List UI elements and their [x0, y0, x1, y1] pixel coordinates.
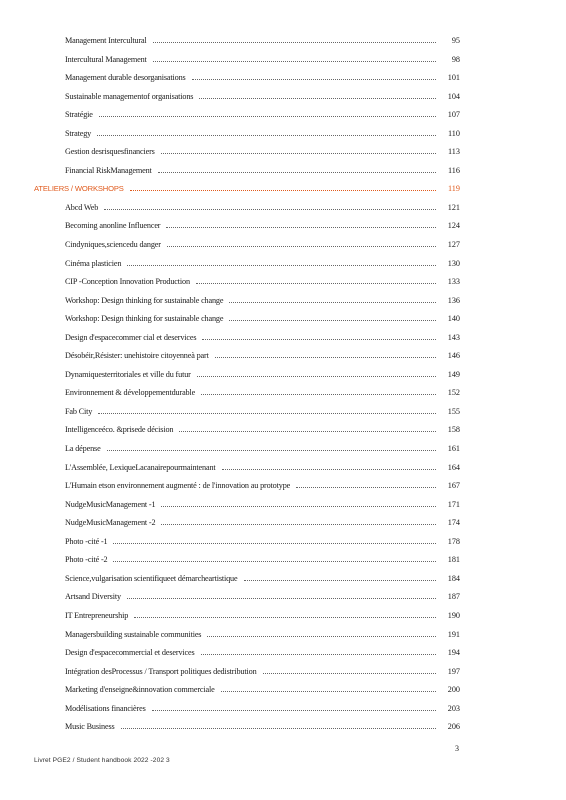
- toc-leader-line: [99, 116, 436, 117]
- toc-entry-label: CIP -Conception Innovation Production: [65, 277, 190, 287]
- toc-entry-label: Abcd Web: [65, 202, 99, 212]
- toc-leader-line: [167, 246, 436, 247]
- toc-leader-line: [161, 153, 436, 154]
- toc-entry-label: Workshop: Design thinking for sustainable change: [65, 295, 224, 305]
- toc-leader-line: [104, 209, 436, 210]
- toc-entry: [0, 570, 566, 589]
- toc-leader-line: [199, 98, 436, 99]
- toc-entry-label: Cindyniques,sciencedu danger: [65, 240, 161, 250]
- toc-leader-line: [158, 172, 436, 173]
- toc-entry-label: Managersbuilding sustainable communities: [65, 629, 202, 639]
- toc-entry-label: Dynamiquesterritoriales et ville du futur: [65, 369, 191, 379]
- toc-entry-label: ATELIERS / WORKSHOPS: [34, 184, 124, 194]
- toc-entry-label: Workshop: Design thinking for sustainable change: [65, 314, 224, 324]
- toc-entry-page: 174: [447, 518, 460, 528]
- toc-entry-page: 152: [447, 388, 460, 398]
- toc-entry-page: 158: [447, 425, 460, 435]
- toc-entry: [0, 88, 566, 107]
- toc-entry-label: NudgeMusicManagement -2: [65, 518, 156, 528]
- toc-entry: [0, 681, 566, 700]
- toc-entry: [0, 69, 566, 88]
- toc-leader-line: [196, 283, 436, 284]
- toc-leader-line: [166, 227, 436, 228]
- page-number: 3: [455, 744, 459, 753]
- toc-leader-line: [113, 543, 436, 544]
- toc-entry-label: Becoming anonline Influencer: [65, 221, 161, 231]
- toc-entry: [0, 236, 566, 255]
- toc-entry-label: Marketing d'enseigne&innovation commerciale: [65, 685, 215, 695]
- toc-leader-line: [201, 654, 436, 655]
- toc-entry-page: 149: [447, 369, 460, 379]
- toc-entry-page: 104: [447, 91, 460, 101]
- toc-leader-line: [121, 728, 436, 729]
- toc-leader-line: [201, 394, 436, 395]
- toc-entry-label: Strategy: [65, 128, 92, 138]
- table-of-contents: [0, 32, 566, 737]
- toc-entry-page: 171: [447, 499, 460, 509]
- toc-entry-page: 184: [447, 573, 460, 583]
- toc-entry: [0, 106, 566, 125]
- toc-entry-page: 107: [447, 110, 460, 120]
- toc-entry-page: 197: [447, 666, 460, 676]
- toc-entry-page: 200: [447, 685, 460, 695]
- toc-leader-line: [202, 339, 436, 340]
- toc-entry: [0, 143, 566, 162]
- toc-leader-line: [152, 710, 436, 711]
- toc-entry-page: 119: [448, 184, 460, 194]
- toc-entry: [0, 588, 566, 607]
- toc-entry-page: 140: [447, 314, 460, 324]
- toc-entry: [0, 477, 566, 496]
- toc-entry-page: 146: [447, 351, 460, 361]
- footer-text: Livret PGE2 / Student handbook 2022 -202 3: [34, 757, 170, 764]
- toc-entry-label: IT Entrepreneurship: [65, 610, 129, 620]
- toc-entry: [0, 347, 566, 366]
- toc-leader-line: [98, 413, 436, 414]
- toc-leader-line: [153, 42, 436, 43]
- toc-entry-page: 110: [448, 128, 460, 138]
- toc-leader-line: [161, 524, 436, 525]
- toc-leader-line: [134, 617, 436, 618]
- toc-entry: [0, 255, 566, 274]
- toc-entry: [0, 440, 566, 459]
- toc-entry: [0, 329, 566, 348]
- toc-entry-label: Stratégie: [65, 110, 93, 120]
- toc-section-heading: [0, 180, 566, 199]
- toc-entry: [0, 199, 566, 218]
- toc-entry-label: Cinéma plasticien: [65, 258, 122, 268]
- toc-entry: [0, 644, 566, 663]
- toc-entry-label: Environnement & développementdurable: [65, 388, 196, 398]
- toc-entry: [0, 292, 566, 311]
- toc-entry-page: 178: [447, 536, 460, 546]
- toc-leader-line: [161, 506, 436, 507]
- toc-entry-page: 133: [447, 277, 460, 287]
- toc-entry-label: Désobéir,Résister: unehistoire citoyenneà part: [65, 351, 209, 361]
- toc-entry-label: NudgeMusicManagement -1: [65, 499, 156, 509]
- toc-leader-line: [215, 357, 436, 358]
- toc-leader-line: [296, 487, 436, 488]
- toc-leader-line: [192, 79, 436, 80]
- toc-entry-label: Music Business: [65, 722, 115, 732]
- toc-entry-label: Gestion desrisquesfinanciers: [65, 147, 155, 157]
- toc-entry: [0, 32, 566, 51]
- toc-entry-label: Intelligenceéco. &prisede décision: [65, 425, 174, 435]
- toc-entry-label: Science,vulgarisation scientifiqueet démarcheartistique: [65, 573, 238, 583]
- toc-entry-page: 187: [447, 592, 460, 602]
- toc-entry-label: Financial RiskManagement: [65, 165, 152, 175]
- toc-entry-page: 98: [451, 54, 460, 64]
- toc-entry-page: 161: [447, 444, 460, 454]
- toc-entry-label: Modélisations financières: [65, 703, 146, 713]
- toc-entry: [0, 551, 566, 570]
- toc-leader-line: [244, 580, 436, 581]
- toc-entry: [0, 273, 566, 292]
- toc-entry-page: 130: [447, 258, 460, 268]
- toc-entry: [0, 403, 566, 422]
- toc-entry-label: Photo -cité -2: [65, 555, 108, 565]
- toc-entry-label: Design d'espacecommercial et deservices: [65, 648, 195, 658]
- toc-leader-line: [229, 320, 436, 321]
- toc-leader-line: [229, 302, 436, 303]
- toc-entry-page: 127: [447, 240, 460, 250]
- toc-entry-label: La dépense: [65, 444, 101, 454]
- toc-entry-label: Artsand Diversity: [65, 592, 121, 602]
- toc-entry-label: Photo -cité -1: [65, 536, 108, 546]
- toc-entry-label: Design d'espacecommer cial et deservices: [65, 332, 197, 342]
- toc-leader-line: [179, 431, 436, 432]
- toc-entry-page: 164: [447, 462, 460, 472]
- toc-entry: [0, 718, 566, 737]
- toc-entry: [0, 162, 566, 181]
- toc-entry: [0, 421, 566, 440]
- toc-entry: [0, 514, 566, 533]
- toc-entry-page: 116: [448, 165, 460, 175]
- toc-leader-line: [207, 636, 436, 637]
- toc-entry: [0, 51, 566, 70]
- toc-entry: [0, 533, 566, 552]
- toc-leader-line: [130, 190, 436, 191]
- toc-entry-label: Fab City: [65, 406, 93, 416]
- toc-entry-label: Management Intercultural: [65, 36, 147, 45]
- toc-leader-line: [221, 691, 436, 692]
- toc-entry: [0, 366, 566, 385]
- toc-entry-page: 95: [451, 36, 460, 45]
- toc-entry: [0, 496, 566, 515]
- toc-entry-page: 155: [447, 406, 460, 416]
- toc-entry: [0, 125, 566, 144]
- toc-leader-line: [222, 469, 436, 470]
- toc-leader-line: [127, 265, 436, 266]
- toc-entry: [0, 607, 566, 626]
- toc-leader-line: [113, 561, 436, 562]
- toc-entry-label: L'Assemblée, LexiqueLacanairepourmaintenant: [65, 462, 216, 472]
- toc-leader-line: [153, 61, 436, 62]
- toc-leader-line: [127, 598, 436, 599]
- toc-entry: [0, 663, 566, 682]
- toc-entry-page: 190: [447, 610, 460, 620]
- toc-entry-page: 124: [447, 221, 460, 231]
- toc-entry-page: 167: [447, 481, 460, 491]
- toc-entry-label: Sustainable managementof organisations: [65, 91, 194, 101]
- toc-entry-page: 136: [447, 295, 460, 305]
- toc-entry: [0, 310, 566, 329]
- toc-entry-label: L'Humain etson environnement augmenté : de l'innovation au prototype: [65, 481, 291, 491]
- toc-leader-line: [263, 673, 436, 674]
- toc-leader-line: [107, 450, 436, 451]
- toc-entry: [0, 217, 566, 236]
- toc-entry-page: 101: [447, 73, 460, 83]
- toc-entry-label: Management durable desorganisations: [65, 73, 186, 83]
- toc-leader-line: [97, 135, 436, 136]
- toc-entry-label: Intercultural Management: [65, 54, 147, 64]
- toc-entry-page: 191: [447, 629, 460, 639]
- toc-entry-page: 113: [448, 147, 460, 157]
- toc-entry: [0, 700, 566, 719]
- toc-entry: [0, 384, 566, 403]
- toc-entry-page: 194: [447, 648, 460, 658]
- toc-entry-page: 121: [447, 202, 460, 212]
- toc-entry: [0, 626, 566, 645]
- toc-entry: [0, 459, 566, 478]
- toc-entry-page: 181: [447, 555, 460, 565]
- toc-entry-label: Intégration desProcessus / Transport politiques dedistribution: [65, 666, 257, 676]
- toc-entry-page: 143: [447, 332, 460, 342]
- toc-entry-page: 203: [447, 703, 460, 713]
- toc-leader-line: [197, 376, 436, 377]
- toc-entry-page: 206: [447, 722, 460, 732]
